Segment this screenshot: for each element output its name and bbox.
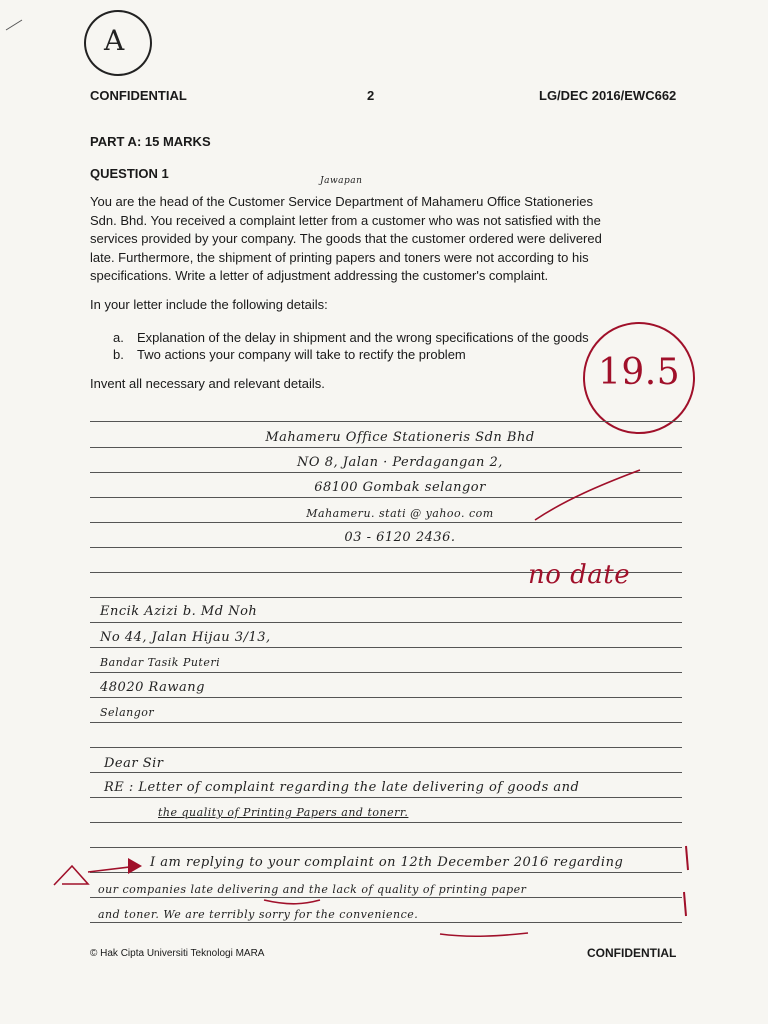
arrow-head-icon	[128, 858, 142, 874]
body-line-1: I am replying to your complaint on 12th December 2016 regarding	[150, 855, 624, 870]
recipient-area: Bandar Tasik Puteri	[100, 656, 221, 669]
margin-note-jawapan: Jawapan	[320, 176, 363, 186]
stray-mark	[6, 20, 22, 30]
prompt-line: specifications. Write a letter of adjustment addressing the customer's complaint.	[90, 268, 549, 283]
margin-tick	[684, 892, 686, 916]
score-value: 19.5	[598, 352, 681, 393]
detail-b-marker: b.	[113, 347, 124, 362]
sender-street: NO 8, Jalan · Perdagangan 2,	[297, 455, 503, 470]
invent-line: Invent all necessary and relevant details.	[90, 376, 325, 391]
no-date-note: no date	[528, 560, 631, 590]
prompt-line: late. Furthermore, the shipment of printing papers and toners were not according to his	[90, 249, 589, 265]
salutation: Dear Sir	[104, 756, 164, 771]
body-line-3: and toner. We are terribly sorry for the convenience.	[98, 908, 419, 921]
part-title: PART A: 15 MARKS	[90, 134, 211, 149]
include-intro: In your letter include the following details:	[90, 297, 328, 312]
underline-mark	[264, 900, 320, 904]
detail-b-text: Two actions your company will take to rectify the problem	[137, 347, 466, 362]
footer-copyright: © Hak Cipta Universiti Teknologi MARA	[90, 948, 265, 959]
recipient-street: No 44, Jalan Hijau 3/13,	[100, 630, 271, 645]
exam-code: LG/DEC 2016/EWC662	[539, 88, 677, 103]
re-line-2: the quality of Printing Papers and tonerr.	[158, 806, 409, 819]
sender-company: Mahameru Office Stationeris Sdn Bhd	[265, 430, 535, 445]
sender-phone: 03 - 6120 2436.	[344, 530, 456, 545]
confidential-header: CONFIDENTIAL	[90, 88, 187, 103]
margin-tick	[686, 846, 688, 870]
prompt-line: You are the head of the Customer Service Department of Mahameru Office Stationeries	[90, 194, 593, 209]
underline-mark	[440, 933, 528, 936]
prompt-line: Sdn. Bhd. You received a complaint letter from a customer who was not satisfied with the	[90, 212, 601, 228]
body-line-2: our companies late delivering and the lack of quality of printing paper	[98, 883, 527, 896]
sender-email: Mahameru. stati @ yahoo. com	[306, 507, 494, 520]
detail-a-marker: a.	[113, 330, 124, 345]
page-number: 2	[367, 88, 375, 103]
recipient-state: Selangor	[100, 706, 155, 719]
sender-city: 68100 Gombak selangor	[314, 480, 486, 495]
delta-mark-icon	[54, 866, 88, 885]
recipient-city: 48020 Rawang	[100, 680, 205, 695]
corner-mark: A	[104, 24, 125, 57]
re-line-1: RE : Letter of complaint regarding the late delivering of goods and	[104, 780, 580, 795]
question-title: QUESTION 1	[90, 166, 169, 181]
prompt-line: services provided by your company. The goods that the customer ordered were delivered	[90, 231, 602, 246]
footer-confidential: CONFIDENTIAL	[587, 946, 677, 960]
recipient-name: Encik Azizi b. Md Noh	[100, 604, 258, 619]
detail-a-text: Explanation of the delay in shipment and the wrong specifications of the goods	[137, 330, 589, 345]
tick-mark	[535, 470, 640, 520]
